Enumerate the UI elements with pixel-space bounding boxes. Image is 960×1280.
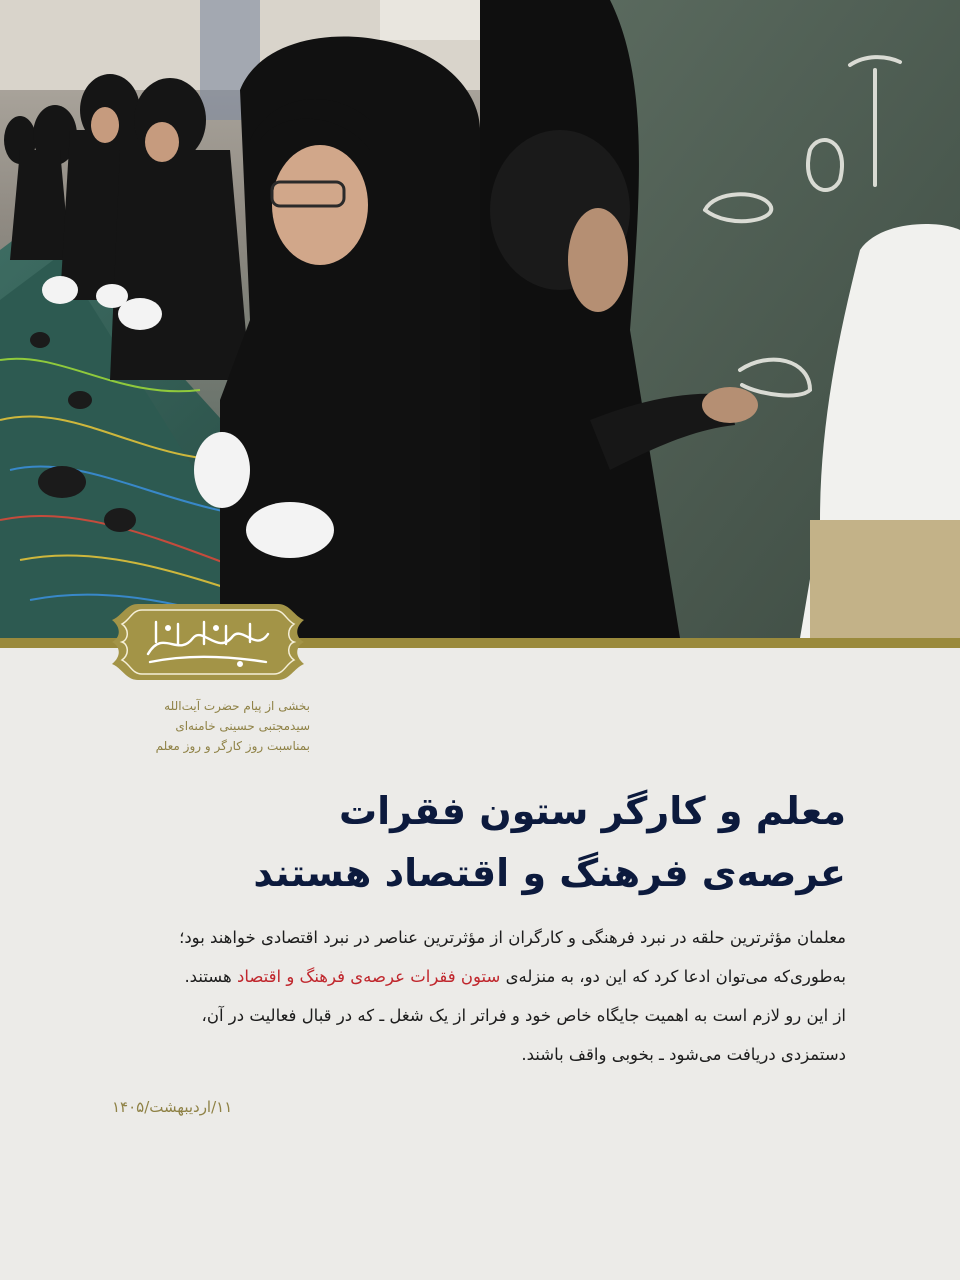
body-line-1: معلمان مؤثرترین حلقه در نبرد فرهنگی و کارگران از مؤثرترین عناصر در نبرد اقتصادی خواهند بود؛ <box>179 928 846 947</box>
highlighted-phrase: ستون فقرات عرصه‌ی فرهنگ و اقتصاد <box>236 967 501 986</box>
factory-workers-photo <box>0 0 480 638</box>
body-line-2-end: هستند. <box>184 967 237 986</box>
caption-line: بمناسبت روز کارگر و روز معلم <box>155 739 310 753</box>
headline-line-2: عرصه‌ی فرهنگ و اقتصاد هستند <box>253 851 846 895</box>
body-line-2 <box>86 957 846 996</box>
caption-line: بخشی از پیام حضرت آیت‌الله <box>164 699 310 713</box>
leader-seal-logo <box>108 598 308 686</box>
body-line-3: از این رو لازم است به اهمیت جایگاه خاص خود و فراتر از یک شغل ـ که در قبال فعالیت در آن، <box>201 1006 846 1025</box>
body-line-4: دستمزدی دریافت می‌شود ـ بخوبی واقف باشند. <box>521 1045 846 1064</box>
headline <box>106 780 846 904</box>
publish-date: ۱۱/اردیبهشت/۱۴۰۵ <box>112 1098 233 1116</box>
body-paragraph <box>86 918 846 1074</box>
body-line-2-start: به‌طوری‌که می‌توان ادعا کرد که این دو، به منزله‌ی <box>500 967 846 986</box>
teacher-chalkboard-photo <box>480 0 960 638</box>
header-photos <box>0 0 960 638</box>
caption-line: سیدمجتبی حسینی خامنه‌ای <box>175 719 310 733</box>
message-caption <box>90 696 310 756</box>
headline-line-1: معلم و کارگر ستون فقرات <box>338 789 846 833</box>
